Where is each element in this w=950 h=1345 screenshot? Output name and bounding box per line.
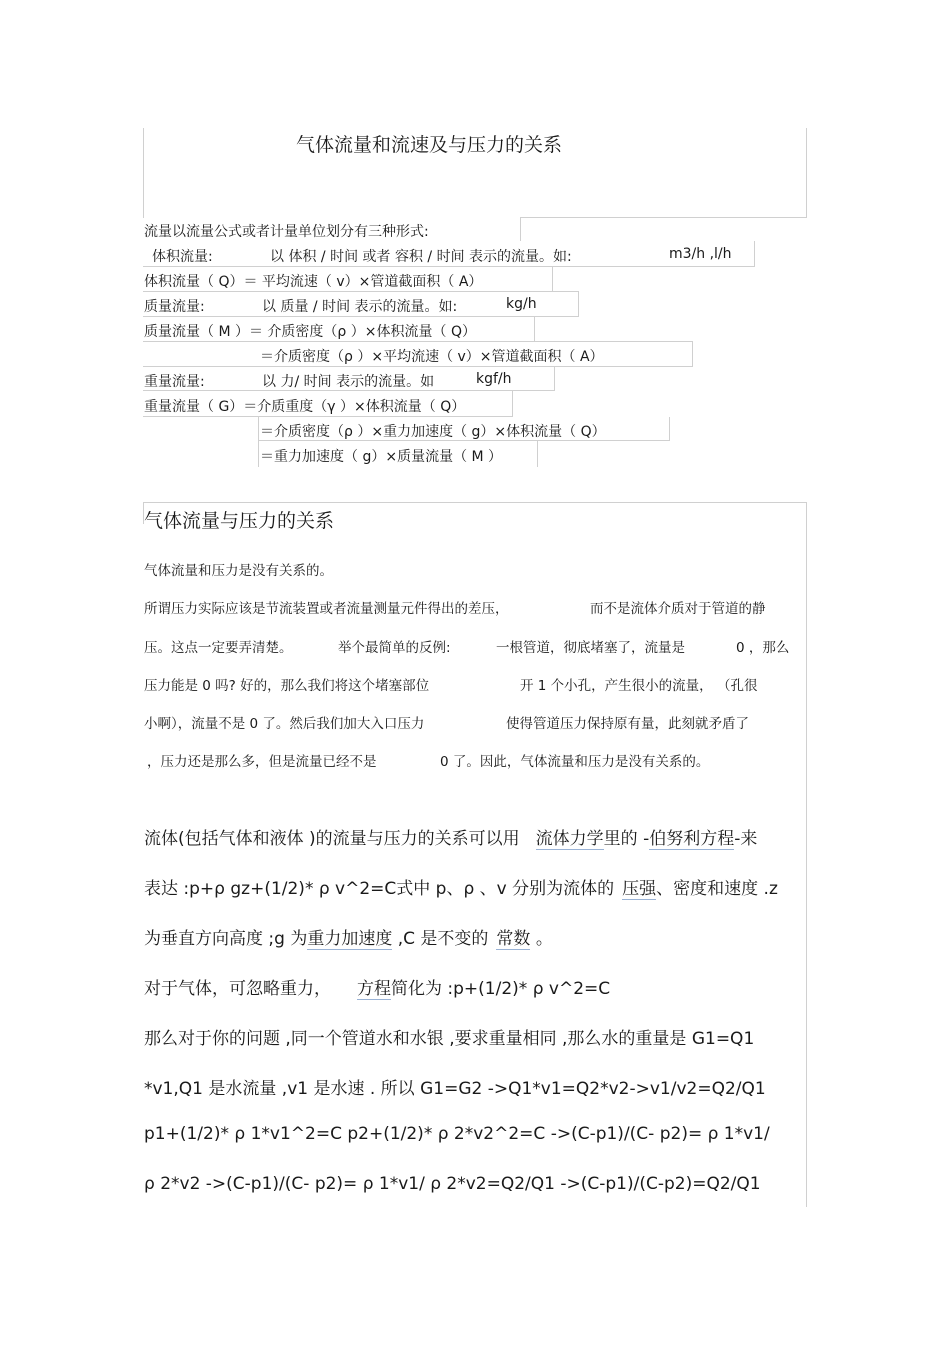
section2-p3a: 压力能是 0 吗? 好的，那么我们将这个堵塞部位 xyxy=(144,678,430,694)
weight-label: 重量流量: xyxy=(144,374,205,390)
mass-formula1: 质量流量（ M ）＝ 介质密度（ρ ）×体积流量（ Q） xyxy=(144,324,476,340)
weight-units: kgf/h xyxy=(476,371,512,387)
frame-right-top xyxy=(806,128,807,218)
link-fluid-mechanics[interactable]: 流体力学 xyxy=(535,829,604,849)
section2-p4b: 使得管道压力保持原有量，此刻就矛盾了 xyxy=(506,716,749,732)
vol-desc: 以 体积 / 时间 或者 容积 / 时间 表示的流量。如: xyxy=(270,249,572,265)
line2-post: 、密度和速度 .z xyxy=(656,879,778,899)
mass-units: kg/h xyxy=(506,296,537,312)
section2-p2b: 举个最简单的反例: xyxy=(338,640,451,656)
section2-p2d: 0 ，那么 xyxy=(736,640,790,656)
link-equation[interactable]: 方程 xyxy=(357,979,391,999)
line1-mid: 里的 - xyxy=(603,829,650,849)
weight-formula1: 重量流量（ G）＝介质重度（γ ）×体积流量（ Q） xyxy=(144,399,466,415)
section2-p1a: 所谓压力实际应该是节流装置或者流量测量元件得出的差压， xyxy=(144,601,509,617)
vol-formula: 体积流量（ Q）＝ 平均流速（ v）×管道截面积（ A） xyxy=(144,274,483,290)
frame-top-divider xyxy=(520,217,807,218)
vol-units: m3/h ,l/h xyxy=(669,246,732,262)
line3-pre: 为垂直方向高度 ;g 为 xyxy=(144,929,308,949)
frame-left-top xyxy=(143,128,144,218)
section3-line7: p1+(1/2)* ρ 1*v1^2=C p2+(1/2)* ρ 2*v2^2=C ->(C-p1)/(C- p2)= ρ 1*v1/ xyxy=(144,1124,770,1144)
frame-right-mid xyxy=(520,217,521,241)
weight-desc: 以 力/ 时间 表示的流量。如 xyxy=(262,374,435,390)
section3-line1 xyxy=(144,824,757,849)
mass-desc: 以 质量 / 时间 表示的流量。如: xyxy=(262,299,458,315)
weight-formula3: ＝重力加速度（ g）×质量流量（ M ） xyxy=(260,449,503,465)
line3-post: 。 xyxy=(530,929,553,949)
section2-p3b: 开 1 个小孔，产生很小的流量， （孔很 xyxy=(520,678,758,694)
line3-mid: ,C 是不变的 xyxy=(392,929,489,949)
line4-post: 简化为 :p+(1/2)* ρ v^2=C xyxy=(391,979,611,999)
line4-pre: 对于气体，可忽略重力， xyxy=(144,979,331,999)
section3-line5: 那么对于你的问题 ,同一个管道水和水银 ,要求重量相同 ,那么水的重量是 G1=Q1 xyxy=(144,1029,755,1049)
frame-section2-right xyxy=(806,502,807,1207)
link-pressure[interactable]: 压强 xyxy=(622,879,657,899)
page-title: 气体流量和流速及与压力的关系 xyxy=(296,134,563,156)
section2-heading: 气体流量与压力的关系 xyxy=(144,510,335,532)
mass-formula2: ＝介质密度（ρ ）×平均流速（ v）×管道截面积（ A） xyxy=(260,349,604,365)
line1-pre: 流体(包括气体和液体 )的流量与压力的关系可以用 xyxy=(144,829,520,849)
section3-line2 xyxy=(144,874,778,899)
link-constant[interactable]: 常数 xyxy=(496,929,531,949)
section2-p5a: ，压力还是那么多，但是流量已经不是 xyxy=(147,754,377,770)
section2-p5b: 0 了。因此，气体流量和压力是没有关系的。 xyxy=(440,754,710,770)
link-bernoulli-equation[interactable]: 伯努利方程 xyxy=(649,829,735,849)
line2-pre: 表达 :p+ρ gz+(1/2)* ρ v^2=C式中 p、ρ 、v 分别为流体的 xyxy=(144,879,615,899)
section3-line8: ρ 2*v2 ->(C-p1)/(C- p2)= ρ 1*v1/ ρ 2*v2=Q2/Q1 ->(C-p1)/(C-p2)=Q2/Q1 xyxy=(144,1174,761,1194)
mass-label: 质量流量: xyxy=(144,299,205,315)
section2-p2c: 一根管道，彻底堵塞了，流量是 xyxy=(496,640,685,656)
section3-line3 xyxy=(144,924,553,949)
section2-p1b: 而不是流体介质对于管道的静 xyxy=(590,601,766,617)
section1-intro: 流量以流量公式或者计量单位划分有三种形式: xyxy=(144,224,429,240)
link-gravity-acceleration[interactable]: 重力加速度 xyxy=(307,929,393,949)
vol-label: 体积流量: xyxy=(152,249,213,265)
section2-p4a: 小啊），流量不是 0 了。然后我们加大入口压力 xyxy=(144,716,425,732)
weight-formula2: ＝介质密度（ρ ）×重力加速度（ g）×体积流量（ Q） xyxy=(260,424,606,440)
section2-p0: 气体流量和压力是没有关系的。 xyxy=(144,563,333,579)
section3-line4 xyxy=(144,974,610,999)
section2-p2a: 压。这点一定要弄清楚。 xyxy=(144,640,293,656)
frame-section2-top xyxy=(143,502,807,503)
line1-post: -来 xyxy=(734,829,758,849)
section3-line6: *v1,Q1 是水流量 ,v1 是水速 . 所以 G1=G2 ->Q1*v1=Q2*v2->v1/v2=Q2/Q1 xyxy=(144,1079,766,1099)
